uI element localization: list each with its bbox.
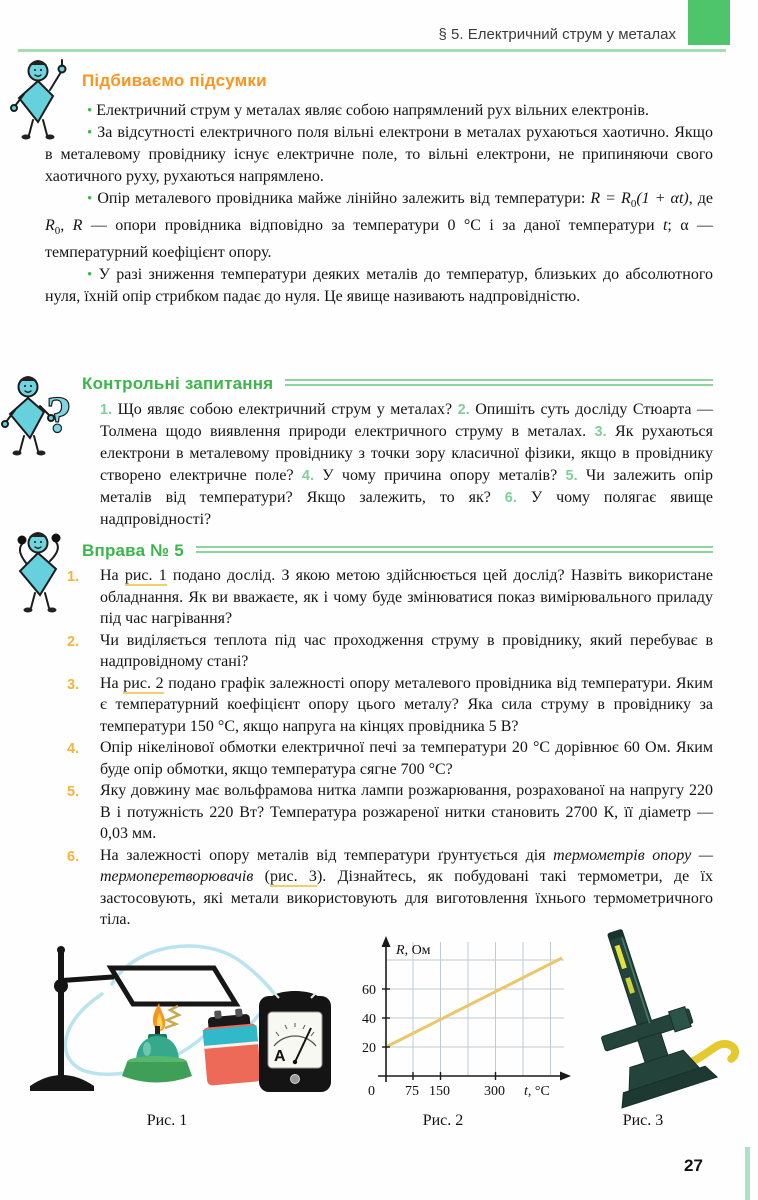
exercise-item: 1. На рис. 1 подано дослід. З якою метою здійснюється цей дослід? Назвіть використане обладнання. Як ви вважаєте, як і чому буде змінюватися показ вимірювального приладу під час нагрівання?	[67, 567, 714, 627]
summary-paragraph: • За відсутності електричного поля вільні електрони в металах рухаються хаотично. Якщо в металевому провіднику існує електричне поле, то вільні електрони, не припиняючи свого хаотичного руху, рухаються напрямлено.	[45, 124, 714, 185]
ticks	[382, 989, 496, 1080]
x-axis-arrow	[560, 1072, 571, 1081]
exercise-item: 4. Опір нікелінової обмотки електричної печі за температури 20 °С дорівнює 60 Ом. Яким буде опір обмотки, якщо температура сягне 700 °С?	[67, 739, 713, 778]
exercise-item: 5. Яку довжину має вольфрамова нитка лампи розжарювання, розрахованої на напругу 220 В і потужність 220 Вт? Температура розжареної нитки становить 2700 К, її діаметр — 0,03 мм.	[67, 782, 713, 842]
exercise-number: 4.	[67, 741, 80, 757]
exercise-number: 1.	[67, 569, 80, 585]
questions-heading-rule	[285, 379, 713, 386]
question-number: 6.	[504, 490, 517, 506]
bullet-icon: •	[87, 103, 93, 119]
ammeter-label: A	[274, 1048, 286, 1065]
exercise-number: 2.	[67, 633, 80, 650]
origin-label: 0	[368, 1084, 375, 1099]
questions-text-block: 1. Що являє собою електричний струм у металах? 2. Опишіть суть досліду Стюарта — Толмена щодо виявлення природи електричного струму в металах. 3. Як рухаються електрони в металевому провіднику з точки зору класичної фізики, якщо в провіднику створено електричне поле? 4. У чому причина опору металів? 5. Чи залежить опір металів від температури? Якщо залежить, то як? 6. У чому полягає явище надпровідності?	[100, 401, 714, 528]
heated-coil	[165, 1006, 179, 1028]
page-edge-bar	[745, 1147, 750, 1200]
exercise-item: 2. Чи виділяється теплота під час проходження струму в провіднику, який перебуває в надпровідному стані?	[67, 631, 713, 670]
question-number: 3.	[594, 424, 607, 440]
battery	[201, 1007, 261, 1085]
summary-heading: Підбиваємо підсумки	[82, 71, 267, 90]
mascot-questions-icon	[0, 370, 72, 462]
header-rule	[18, 49, 726, 52]
figure-reference-link[interactable]: рис. 3	[269, 868, 317, 885]
question-number: 4.	[301, 468, 314, 484]
y-axis-title: R, Ом	[396, 943, 431, 958]
figure-1-caption: Рис. 1	[146, 1112, 188, 1129]
ammeter	[259, 991, 331, 1092]
y-tick-40: 40	[362, 1012, 376, 1027]
x-tick-150: 150	[429, 1084, 450, 1099]
figure-reference-link[interactable]: рис. 2	[123, 674, 164, 692]
exercise-item: 3. На рис. 2 подано графік залежності опору металевого провідника від температури. Яким є температурний коефіцієнт опору цього металу? Яка сила струму в провіднику за температури 150 °С, якщо напруга на кінцях провідника 5 В?	[67, 674, 713, 735]
question-mark-glyph: ?	[46, 387, 72, 444]
question-number: 1.	[100, 402, 113, 418]
x-tick-300: 300	[484, 1084, 505, 1099]
bullet-icon: •	[87, 125, 93, 141]
figure-reference-link[interactable]: рис. 1	[124, 567, 167, 584]
x-axis-title: t, °С	[524, 1084, 550, 1099]
question-number: 2.	[457, 402, 470, 418]
figure-3-thermometer	[578, 922, 748, 1110]
bullet-icon: •	[87, 267, 93, 284]
questions-heading: Контрольні запитання	[82, 374, 274, 393]
exercise-number: 3.	[67, 676, 80, 693]
italic-term: термометрів опору — термоперетворювачів	[100, 846, 714, 885]
y-tick-60: 60	[362, 983, 376, 998]
exercise-number: 6.	[67, 848, 80, 865]
mascot-exercise-icon	[8, 527, 72, 621]
figure-1-experiment	[16, 936, 336, 1108]
summary-paragraph-formula: • Опір металевого провідника майже лінійно залежить від температури: $R = R_0(1 + \alpha t)$, де $R_0$, R — опори провідника відповідно за температури 0 °С і за даної температури t; α — температурний коефіцієнт опору.	[45, 190, 714, 262]
x-tick-75: 75	[405, 1084, 419, 1099]
figure-2-graph	[356, 936, 572, 1108]
bullet-icon: •	[87, 191, 93, 207]
lab-stand	[30, 946, 114, 1091]
exercise-heading-rule	[196, 546, 713, 553]
data-line	[386, 958, 562, 1047]
summary-text-block	[45, 100, 713, 308]
exercise-list	[67, 565, 714, 931]
axes	[378, 942, 564, 1082]
figure-2-caption: Рис. 2	[422, 1112, 464, 1129]
figure-3-caption: Рис. 3	[622, 1112, 664, 1129]
exercise-heading: Вправа № 5	[82, 541, 184, 560]
page-number: 27	[684, 1156, 703, 1175]
exercise-number: 5.	[67, 784, 80, 800]
summary-paragraph: • У разі зниження температури деяких металів до температур, близьких до абсолютного нуля, їхній опір стрибком падає до нуля. Це явище називають надпровідністю.	[45, 266, 714, 306]
summary-paragraph: • Електричний струм у металах являє собою напрямлений рух вільних електронів.	[87, 102, 649, 119]
grid	[386, 942, 564, 1076]
y-axis-arrow	[382, 936, 391, 947]
page-header: § 5. Електричний струм у металах	[438, 26, 676, 43]
y-tick-20: 20	[362, 1041, 376, 1056]
formula: $R = R_0(1 + \alpha t)$	[590, 190, 689, 211]
exercise-item: 6. На залежності опору металів від температури ґрунтується дія термометрів опору — термоперетворювачів (рис. 3). Дізнайтесь, як побудовані такі термометри, де їх застосовують, які метали використовують для виготовлення їхнього термометричного тіла.	[67, 846, 714, 928]
question-number: 5.	[565, 468, 578, 484]
corner-green-square	[688, 0, 730, 45]
wire-frame	[111, 968, 236, 1004]
